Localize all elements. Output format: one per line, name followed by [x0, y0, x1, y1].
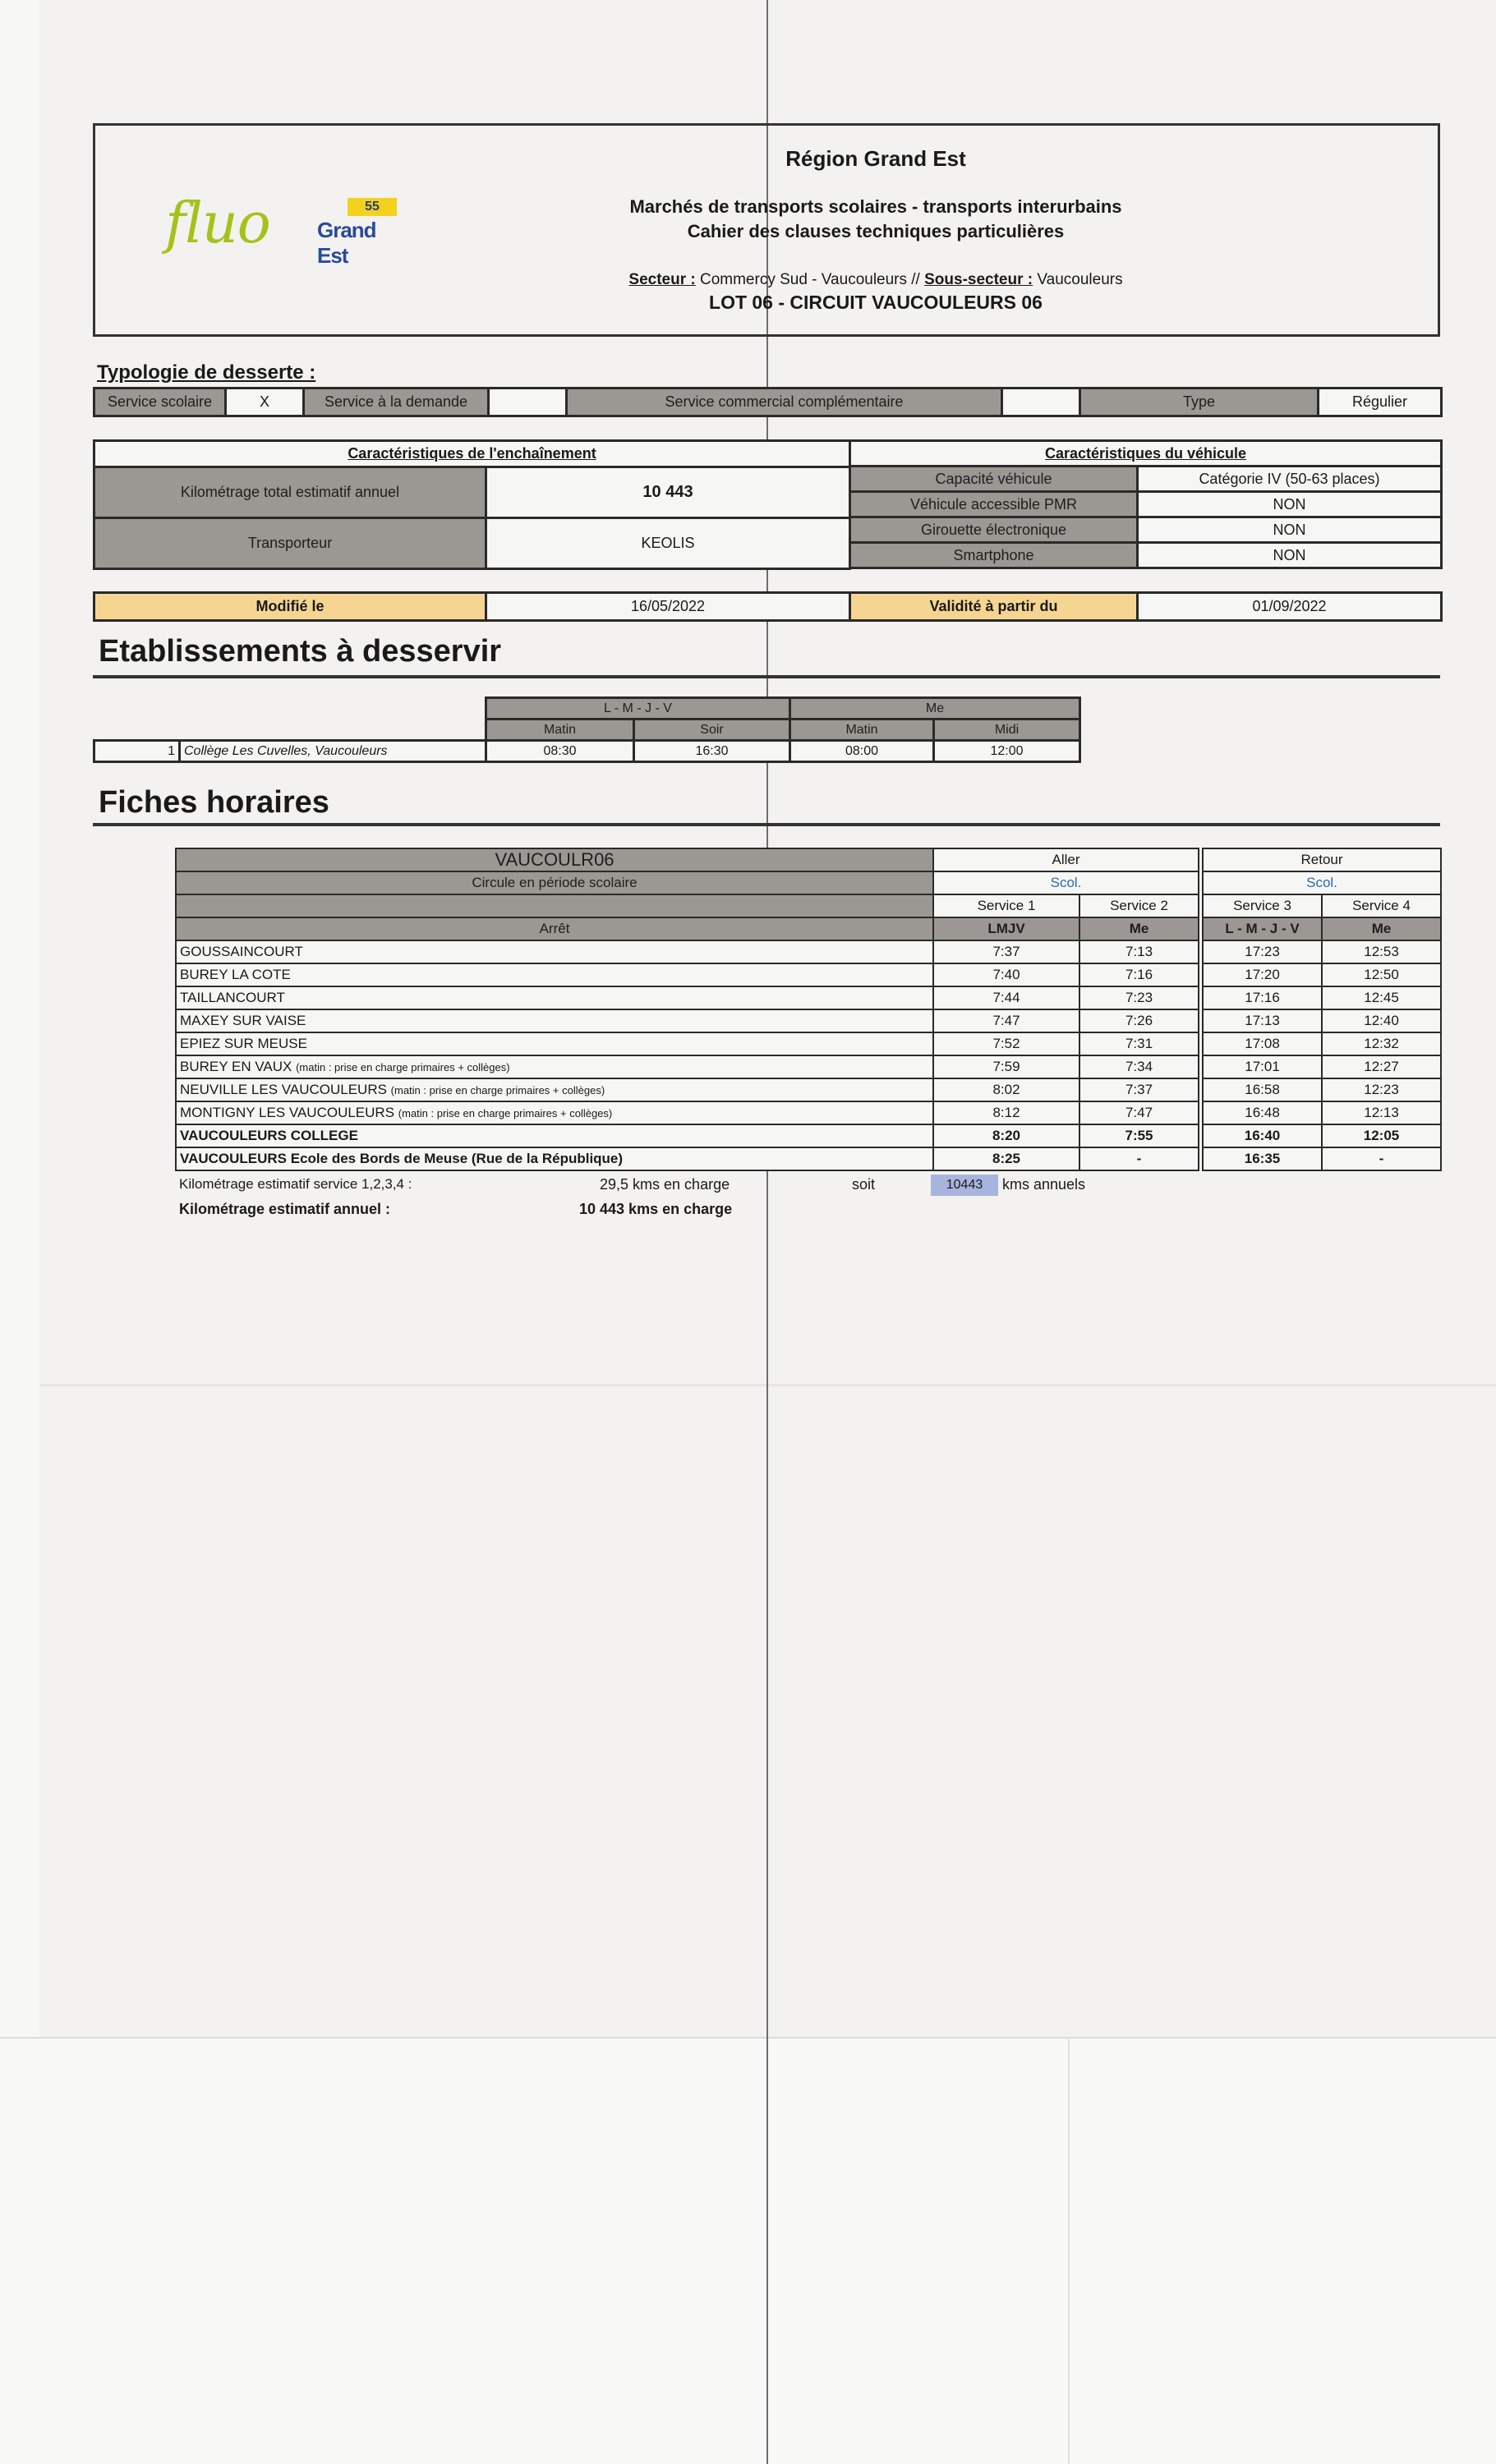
stop-time: 16:48: [1203, 1101, 1322, 1124]
etab-time: 16:30: [634, 741, 790, 762]
vehicule-label: Girouette électronique: [850, 517, 1138, 543]
table-row: [176, 963, 1441, 986]
table-row: [176, 940, 1441, 963]
stop-time: -: [1322, 1147, 1441, 1170]
secteur-value: Commercy Sud - Vaucouleurs //: [699, 271, 920, 288]
km-service-value: 29,5 kms en charge: [600, 1176, 730, 1193]
km-annuels-value: 10443: [931, 1175, 998, 1196]
etablissements-title: Etablissements à desservir: [99, 634, 502, 669]
modifie-value: 16/05/2022: [486, 593, 850, 621]
stop-time: 12:40: [1322, 1009, 1441, 1032]
type-value: Régulier: [1319, 388, 1442, 416]
stop-name: BUREY EN VAUX (matin : prise en charge primaires + collèges): [176, 1055, 933, 1078]
stop-time: 7:23: [1079, 986, 1199, 1009]
stop-name: BUREY LA COTE: [176, 963, 933, 986]
table-row: [176, 1101, 1441, 1124]
circuit-code: VAUCOULR06: [176, 848, 933, 871]
etab-group-me: Me: [790, 698, 1080, 719]
stop-time: 7:59: [933, 1055, 1079, 1078]
table-row: [176, 1032, 1441, 1055]
typologie-table: [93, 387, 1443, 417]
stop-name: VAUCOULEURS Ecole des Bords de Meuse (Rue de la République): [176, 1147, 933, 1170]
stop-time: 17:01: [1203, 1055, 1322, 1078]
lot-title: LOT 06 - CIRCUIT VAUCOULEURS 06: [709, 292, 1043, 313]
header-blank: [176, 894, 933, 917]
enchainement-title: Caractéristiques de l'enchaînement: [94, 441, 850, 467]
stop-time: 7:31: [1079, 1032, 1199, 1055]
stop-note: (matin : prise en charge primaires + collèges): [398, 1107, 613, 1119]
aller-header: Aller: [933, 848, 1199, 871]
stop-name: MAXEY SUR VAISE: [176, 1009, 933, 1032]
retour-header: Retour: [1203, 848, 1441, 871]
stop-time: 12:53: [1322, 940, 1441, 963]
stop-time: 7:55: [1079, 1124, 1199, 1147]
vehicule-value: NON: [1138, 492, 1442, 517]
secteur-label: Secteur :: [628, 271, 696, 288]
etablissements-table: [93, 696, 1081, 763]
stop-time: 17:08: [1203, 1032, 1322, 1055]
km-label: Kilométrage total estimatif annuel: [94, 467, 486, 518]
logo-fluo-text: fluo: [165, 191, 270, 256]
service-header: Service 2: [1079, 894, 1199, 917]
etab-row: [94, 741, 1080, 762]
enchainement-table: [93, 439, 851, 570]
table-row: [176, 1009, 1441, 1032]
service-scolaire-value: X: [226, 388, 304, 416]
validite-value: 01/09/2022: [1138, 593, 1442, 621]
etab-time: 08:00: [790, 741, 934, 762]
logo-badge: 55: [348, 198, 397, 216]
service-demande-value: [489, 388, 567, 416]
modification-table: [93, 591, 1443, 622]
table-row: [176, 986, 1441, 1009]
stop-time: 12:27: [1322, 1055, 1441, 1078]
stop-time: 7:37: [933, 940, 1079, 963]
stop-time: 12:32: [1322, 1032, 1441, 1055]
stop-time: 16:40: [1203, 1124, 1322, 1147]
region-title: Région Grand Est: [785, 146, 966, 171]
km-annuels-label: kms annuels: [1002, 1176, 1086, 1193]
scan-margin: [0, 0, 39, 2037]
secteur-line: [424, 271, 1328, 289]
service-scolaire-label: Service scolaire: [94, 388, 226, 416]
stop-time: 16:35: [1203, 1147, 1322, 1170]
stop-name: GOUSSAINCOURT: [176, 940, 933, 963]
fiches-title: Fiches horaires: [99, 785, 329, 820]
stop-time: 12:05: [1322, 1124, 1441, 1147]
etab-col-header: Matin: [790, 719, 934, 741]
stop-name: EPIEZ SUR MEUSE: [176, 1032, 933, 1055]
etab-col-header: Midi: [934, 719, 1080, 741]
stop-time: 16:58: [1203, 1078, 1322, 1101]
days-header: Me: [1079, 917, 1199, 940]
stop-time: 7:47: [1079, 1101, 1199, 1124]
stop-name: NEUVILLE LES VAUCOULEURS (matin : prise en charge primaires + collèges): [176, 1078, 933, 1101]
stop-time: 7:16: [1079, 963, 1199, 986]
logo-grandest-text: Grand Est: [317, 218, 376, 268]
scan-edge: [1068, 2037, 1070, 2464]
stop-time: 12:50: [1322, 963, 1441, 986]
stop-time: 8:20: [933, 1124, 1079, 1147]
service-header: Service 3: [1203, 894, 1322, 917]
stop-time: 8:25: [933, 1147, 1079, 1170]
stop-time: 7:37: [1079, 1078, 1199, 1101]
etab-time: 08:30: [486, 741, 634, 762]
stop-note: (matin : prise en charge primaires + collèges): [296, 1061, 510, 1073]
timetable: [175, 848, 1442, 1171]
typologie-title: Typologie de desserte :: [97, 361, 316, 384]
stop-time: 7:34: [1079, 1055, 1199, 1078]
stop-note: (matin : prise en charge primaires + collèges): [390, 1084, 605, 1096]
stop-time: 8:12: [933, 1101, 1079, 1124]
vehicule-value: NON: [1138, 543, 1442, 568]
stop-time: 17:20: [1203, 963, 1322, 986]
arret-header: Arrêt: [176, 917, 933, 940]
header-line-2: Cahier des clauses techniques particulières: [687, 221, 1065, 241]
stop-time: 7:26: [1079, 1009, 1199, 1032]
type-label: Type: [1080, 388, 1319, 416]
vehicule-value: Catégorie IV (50-63 places): [1138, 467, 1442, 492]
km-service-label: Kilométrage estimatif service 1,2,3,4 :: [179, 1176, 412, 1192]
service-header: Service 4: [1322, 894, 1441, 917]
table-row: [176, 1078, 1441, 1101]
etab-col-header: Matin: [486, 719, 634, 741]
km-soit: soit: [852, 1176, 876, 1193]
stop-name: TAILLANCOURT: [176, 986, 933, 1009]
stop-name: VAUCOULEURS COLLEGE: [176, 1124, 933, 1147]
soussecteur-value: Vaucouleurs: [1037, 271, 1123, 288]
service-commercial-label: Service commercial complémentaire: [567, 388, 1002, 416]
fold-crease-vertical: [766, 0, 768, 2464]
etab-name: Collège Les Cuvelles, Vaucouleurs: [180, 741, 486, 762]
stop-time: 12:23: [1322, 1078, 1441, 1101]
table-row: [176, 1124, 1441, 1147]
stop-time: 12:13: [1322, 1101, 1441, 1124]
service-demande-label: Service à la demande: [304, 388, 489, 416]
service-commercial-value: [1002, 388, 1080, 416]
vehicule-label: Capacité véhicule: [850, 467, 1138, 492]
service-header: Service 1: [933, 894, 1079, 917]
days-header: L - M - J - V: [1203, 917, 1322, 940]
stop-time: 7:47: [933, 1009, 1079, 1032]
etab-number: 1: [94, 741, 180, 762]
stop-time: 17:16: [1203, 986, 1322, 1009]
stop-name: MONTIGNY LES VAUCOULEURS (matin : prise en charge primaires + collèges): [176, 1101, 933, 1124]
scan-backdrop: [0, 2037, 1496, 2464]
document-header: [93, 123, 1440, 337]
stop-time: 17:23: [1203, 940, 1322, 963]
km-value: 10 443: [486, 467, 850, 518]
table-row: [176, 1147, 1441, 1170]
vehicule-value: NON: [1138, 517, 1442, 543]
etab-col-header: Soir: [634, 719, 790, 741]
etablissements-rule: [93, 675, 1440, 678]
km-annuel-value: 10 443 kms en charge: [579, 1201, 733, 1217]
stop-time: 7:44: [933, 986, 1079, 1009]
stop-time: 7:40: [933, 963, 1079, 986]
validite-label: Validité à partir du: [850, 593, 1138, 621]
vehicule-table: [849, 439, 1443, 569]
stop-time: 12:45: [1322, 986, 1441, 1009]
transporteur-label: Transporteur: [94, 518, 486, 569]
modifie-label: Modifié le: [94, 593, 486, 621]
etab-spacer: [94, 698, 486, 719]
days-header: Me: [1322, 917, 1441, 940]
stop-time: 7:13: [1079, 940, 1199, 963]
vehicule-label: Smartphone: [850, 543, 1138, 568]
stop-time: -: [1079, 1147, 1199, 1170]
vehicule-title: Caractéristiques du véhicule: [850, 441, 1442, 467]
table-row: [176, 1055, 1441, 1078]
stop-time: 17:13: [1203, 1009, 1322, 1032]
header-line-1: Marchés de transports scolaires - transports interurbains: [629, 196, 1122, 217]
transporteur-value: KEOLIS: [486, 518, 850, 569]
soussecteur-label: Sous-secteur :: [924, 271, 1033, 288]
fiches-rule: [93, 823, 1440, 826]
aller-scol: Scol.: [933, 871, 1199, 894]
etab-group-lmjv: L - M - J - V: [486, 698, 790, 719]
retour-scol: Scol.: [1203, 871, 1441, 894]
fluo-grand-est-logo: [165, 191, 412, 268]
vehicule-label: Véhicule accessible PMR: [850, 492, 1138, 517]
stop-time: 8:02: [933, 1078, 1079, 1101]
periode: Circule en période scolaire: [176, 871, 933, 894]
etab-time: 12:00: [934, 741, 1080, 762]
km-annuel-label: Kilométrage estimatif annuel :: [179, 1201, 391, 1217]
etab-spacer: [94, 719, 486, 741]
stop-time: 7:52: [933, 1032, 1079, 1055]
days-header: LMJV: [933, 917, 1079, 940]
